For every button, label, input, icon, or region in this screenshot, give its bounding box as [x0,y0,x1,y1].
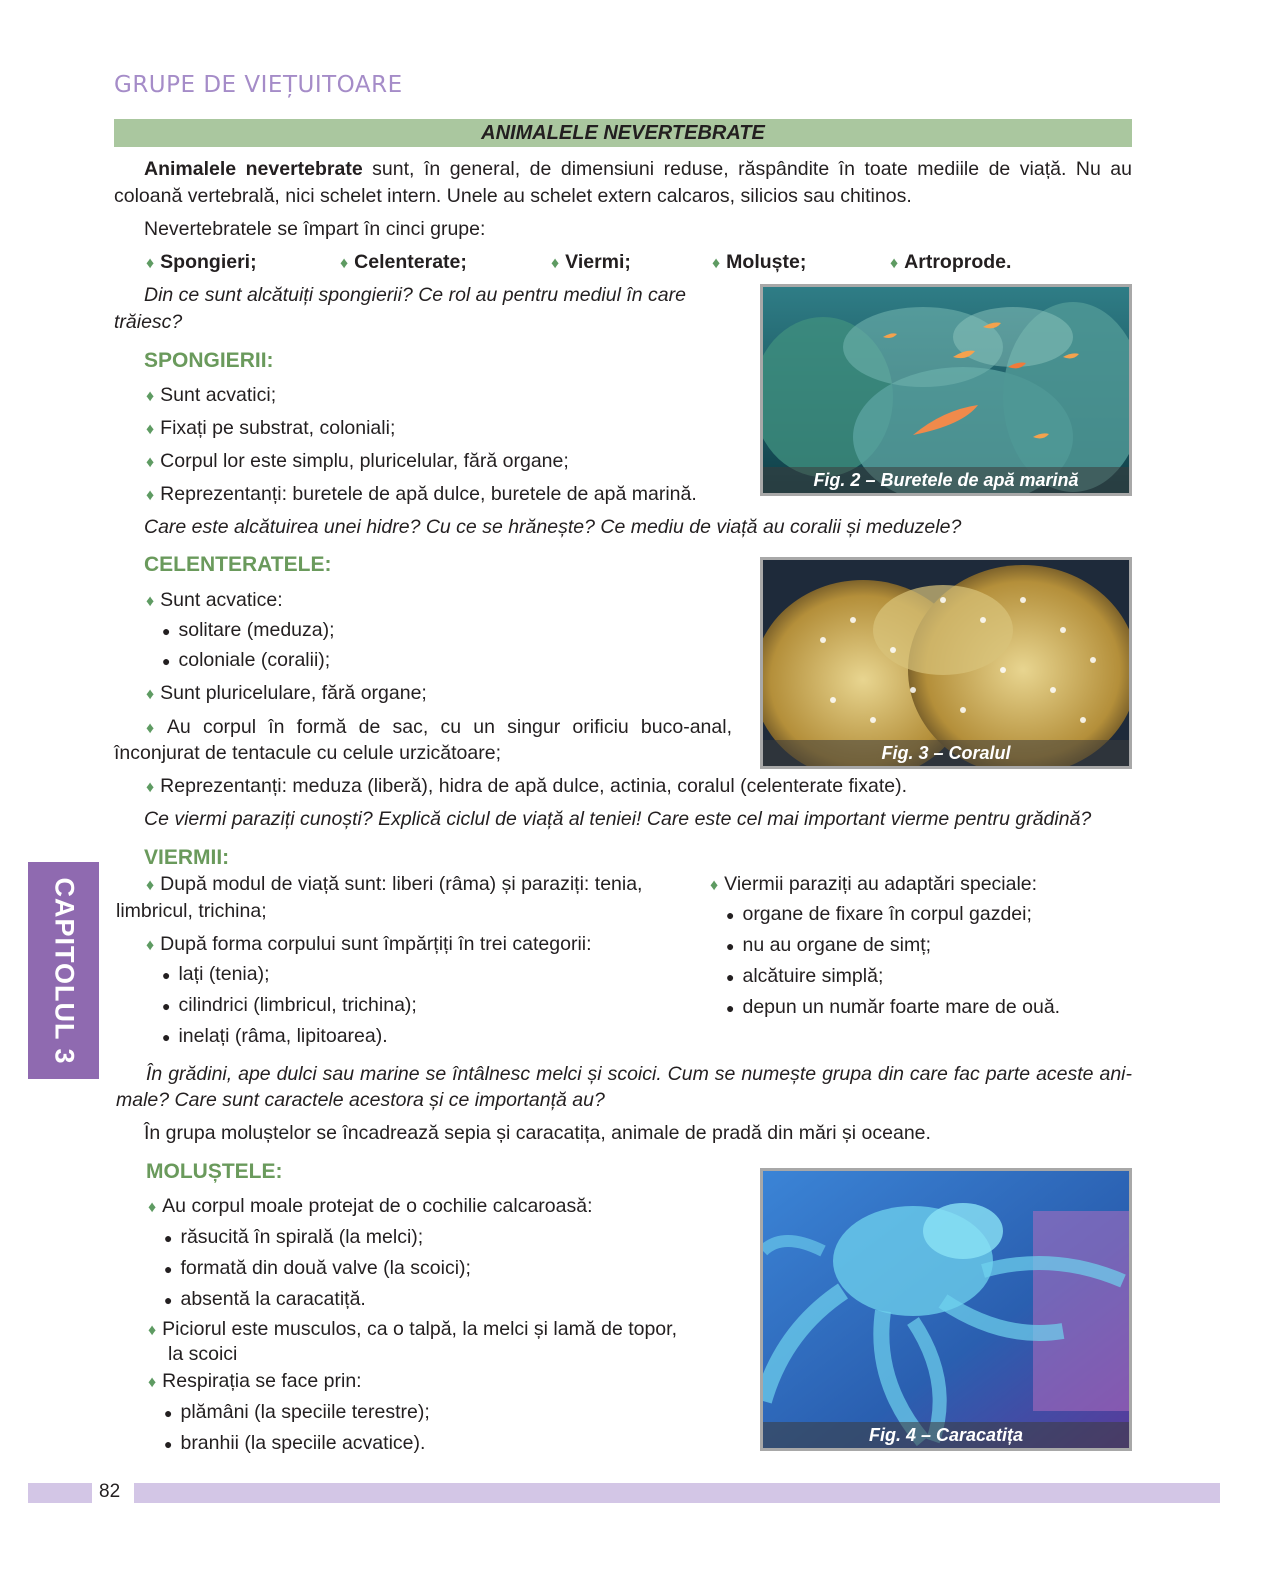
diamond-icon: ♦ [146,720,161,737]
viermii-subitem: ● organe de fixare în corpul gazdei; [726,903,1032,925]
diamond-icon: ♦ [146,877,155,894]
footer-bar-right [134,1483,1220,1503]
viermii-subitem: ● lați (tenia); [162,963,270,985]
figure-coral-photo [760,557,1132,769]
bullet-icon: ● [162,1029,171,1045]
viermii-item: ♦ După modul de viață sunt: liberi (râma) și paraziți: tenia, [146,873,643,895]
bullet-icon: ● [726,907,735,923]
celenteratele-item: ♦ Au corpul în formă de sac, cu un singur orificiu buco-anal, [146,716,732,738]
bullet-icon: ● [162,967,171,983]
bullet-icon: ● [164,1405,173,1421]
viermii-subitem: ● inelați (râma, lipitoarea). [162,1025,388,1047]
diamond-icon: ♦ [148,1199,157,1216]
intro-line-1 [114,156,1132,182]
intro-bold: Animalele nevertebrate [144,158,363,180]
coral-image [763,560,1129,766]
section-title-spongierii: SPONGIERII: [144,349,274,372]
group-artroprode: ♦ Artroprode. [890,251,1012,273]
figure-sponge-photo [760,284,1132,496]
bullet-icon: ● [162,623,171,639]
sponge-reef-image [763,287,1129,493]
diamond-icon: ♦ [890,255,899,272]
viermii-subitem: ● alcătuire simplă; [726,965,884,987]
question-moluste-line-2: male? Care sunt caractele acestora și ce importanță au? [116,1089,605,1111]
section-banner: ANIMALELE NEVERTEBRATE [114,119,1132,147]
viermii-subitem: ● cilindrici (limbricul, trichina); [162,994,417,1016]
group-viermi: ♦ Viermi; [551,251,631,273]
question-moluste-line-1: În grădini, ape dulci sau marine se întâlnesc melci și scoici. Cum se numește grupa din care fac parte aceste ani- [146,1063,1132,1085]
footer-bar-left [28,1483,92,1503]
section-title-molustele: MOLUȘTELE: [146,1160,283,1183]
section-title-celenteratele: CELENTERATELE: [144,553,332,576]
molustele-subitem: ● absentă la caracatiță. [164,1288,366,1310]
molustele-item: ♦ Piciorul este musculos, ca o talpă, la melci și lamă de topor, [148,1318,677,1340]
bullet-icon: ● [726,938,735,954]
celenteratele-item: ♦ Reprezentanți: meduza (liberă), hidra de apă dulce, actinia, coralul (celenterate fixate). [146,775,907,797]
celenteratele-subitem: ● solitare (meduza); [162,619,335,641]
viermii-item-cont: limbricul, trichina; [116,900,267,922]
spongierii-item: ♦ Fixați pe substrat, coloniali; [146,417,396,439]
figure-3-caption: Fig. 3 – Coralul [763,740,1129,766]
molustele-item: ♦ Respirația se face prin: [148,1370,362,1392]
molustele-subitem: ● plămâni (la speciile terestre); [164,1401,430,1423]
diamond-icon: ♦ [146,686,155,703]
question-spongieri-line-2: trăiesc? [114,311,183,333]
molustele-item-cont: la scoici [168,1343,238,1365]
page-number: 82 [99,1481,121,1502]
viermii-item: ♦ După forma corpului sunt împărțiți în trei categorii: [146,933,592,955]
molustele-subitem: ● răsucită în spirală (la melci); [164,1226,424,1248]
group-moluste: ♦ Moluște; [712,251,807,273]
intro-line-3: Nevertebratele se împart în cinci grupe: [144,218,486,240]
bullet-icon: ● [162,998,171,1014]
question-viermi: Ce viermi paraziți cunoști? Explică ciclul de viață al teniei! Care este cel mai important vierme pentru grădină? [144,808,1092,830]
figure-octopus-photo [760,1168,1132,1451]
intro-line-2: coloană vertebrală, nici schelet intern. Unele au schelet extern calcaros, silicios sau chitinos. [114,185,912,207]
diamond-icon: ♦ [551,255,560,272]
figure-2-caption: Fig. 2 – Buretele de apă marină [763,467,1129,493]
molustele-item: ♦ Au corpul moale protejat de o cochilie calcaroasă: [148,1195,593,1217]
diamond-icon: ♦ [710,877,719,894]
diamond-icon: ♦ [146,487,155,504]
viermii-subitem: ● nu au organe de simț; [726,934,932,956]
viermii-item: ♦ Viermii paraziți au adaptări speciale: [710,873,1038,895]
figure-4-caption: Fig. 4 – Caracatița [763,1422,1129,1448]
octopus-image [763,1171,1129,1448]
celenteratele-item: ♦ Sunt acvatice: [146,589,283,611]
celenteratele-item: ♦ Sunt pluricelulare, fără organe; [146,682,427,704]
bullet-icon: ● [162,653,171,669]
running-header: GRUPE DE VIEȚUITOARE [114,72,403,98]
chapter-side-tab [28,862,99,1079]
bullet-icon: ● [726,1000,735,1016]
question-celenterate: Care este alcătuirea unei hidre? Cu ce se hrănește? Ce mediu de viață au coralii și meduzele? [144,516,962,538]
section-title-viermii: VIERMII: [144,846,230,869]
question-spongieri-line-1: Din ce sunt alcătuiți spongierii? Ce rol au pentru mediul în care [144,284,686,306]
diamond-icon: ♦ [146,779,155,796]
spongierii-item: ♦ Corpul lor este simplu, pluricelular, fără organe; [146,450,569,472]
diamond-icon: ♦ [146,593,155,610]
chapter-label: CAPITOLUL 3 [49,876,79,1065]
spongierii-item: ♦ Reprezentanți: buretele de apă dulce, buretele de apă marină. [146,483,697,505]
bullet-icon: ● [164,1230,173,1246]
diamond-icon: ♦ [712,255,721,272]
group-celenterate: ♦ Celenterate; [340,251,467,273]
diamond-icon: ♦ [146,388,155,405]
intro-rest: sunt, în general, de dimensiuni reduse, răspândite în toate mediile de viață. Nu au [362,158,1132,180]
celenteratele-subitem: ● coloniale (coralii); [162,649,331,671]
group-spongieri: ♦ Spongieri; [146,251,257,273]
spongierii-item: ♦ Sunt acvatici; [146,384,277,406]
diamond-icon: ♦ [146,421,155,438]
diamond-icon: ♦ [148,1374,157,1391]
molustele-subitem: ● branhii (la speciile acvatice). [164,1432,426,1454]
viermii-subitem: ● depun un număr foarte mare de ouă. [726,996,1061,1018]
celenteratele-item-cont: înconjurat de tentacule cu celule urzicătoare; [114,742,501,764]
bullet-icon: ● [164,1292,173,1308]
diamond-icon: ♦ [146,255,155,272]
moluste-intro: În grupa moluștelor se încadrează sepia și caracatița, animale de pradă din mări și oceane. [144,1122,931,1144]
diamond-icon: ♦ [146,937,155,954]
diamond-icon: ♦ [148,1322,157,1339]
molustele-subitem: ● formată din două valve (la scoici); [164,1257,471,1279]
bullet-icon: ● [164,1436,173,1452]
diamond-icon: ♦ [340,255,349,272]
diamond-icon: ♦ [146,454,155,471]
bullet-icon: ● [164,1261,173,1277]
bullet-icon: ● [726,969,735,985]
